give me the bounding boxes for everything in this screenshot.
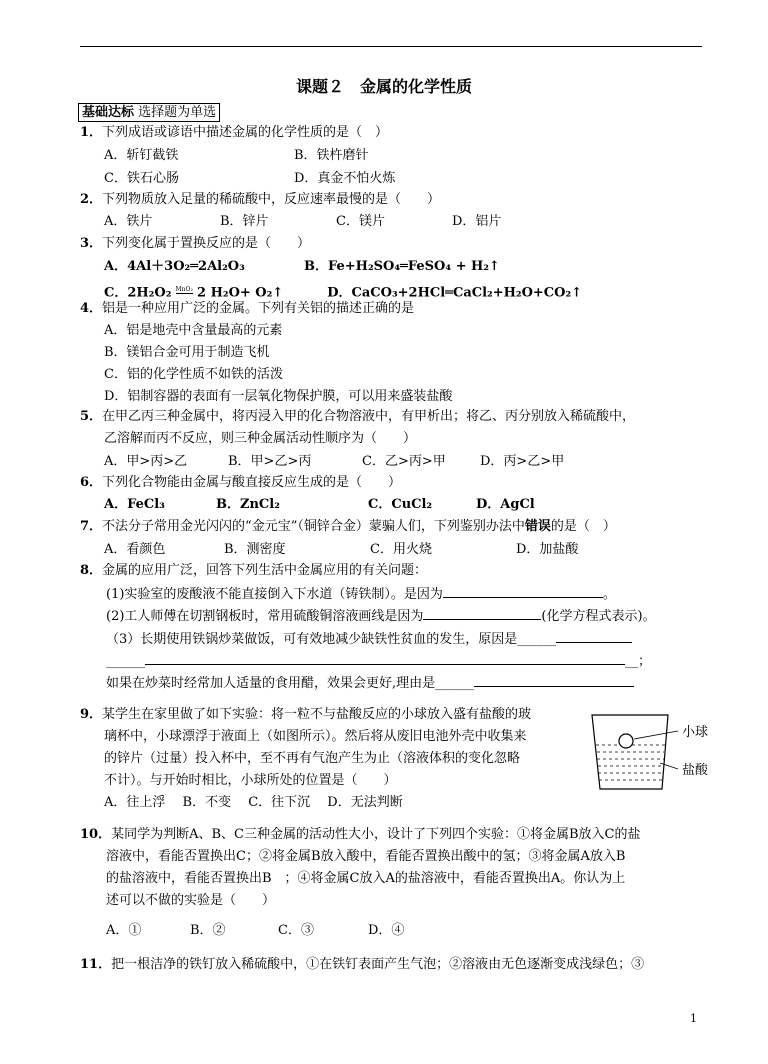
q4-option-d: D．铝制容器的表面有一层氧化物保护膜，可以用来盛装盐酸 xyxy=(104,389,453,404)
q5-stem-line1: 5．在甲乙丙三种金属中，将丙浸入甲的化合物溶液中，有甲析出；将乙、丙分别放入稀硫酸中， xyxy=(80,409,636,424)
q7-stem: 7．不法分子常用金光闪闪的“金元宝”（铜锌合金）蒙骗人们，下列鉴别办法中错误的是（ ） xyxy=(80,519,616,534)
q10-stem-line4: 述可以不做的实验是（ ） xyxy=(106,893,276,908)
q8-sub3: （3）长期使用铁锅炒菜做饭，可有效地减少缺铁性贫血的发生，原因是______ xyxy=(106,629,632,649)
q10-stem-line1: 10．某同学为判断A、B、C三种金属的活动性大小，设计了下列四个实验：①将金属B放入C的盐 xyxy=(80,827,641,842)
q8-sub4: 如果在炒菜时经常加人适量的食用醋，效果会更好,理由是______ xyxy=(106,673,634,693)
q6-options: A．FeCl₃ B．ZnCl₂ C．CuCl₂ D．AgCl xyxy=(104,497,535,512)
beaker-figure xyxy=(590,713,720,793)
q10-options: A．① B．② C．③ D．④ xyxy=(106,923,405,938)
q1-options-row1: A．斩钉截铁 B．铁杵磨针 xyxy=(104,148,369,163)
q4-option-b: B．镁铝合金可用于制造飞机 xyxy=(104,345,270,360)
beaker-icon xyxy=(592,715,668,789)
q8-stem: 8．金属的应用广泛，回答下列生活中金属应用的有关问题： xyxy=(80,563,428,578)
ball-label: 小球 xyxy=(682,725,709,740)
q8-sub1: (1)实验室的废酸液不能直接倒入下水道（铸铁制）。是因为 。 xyxy=(106,584,616,604)
q8-sub3-cont: ______ __； xyxy=(106,651,651,671)
q11-stem-line1: 11．把一根洁净的铁钉放入稀硫酸中，①在铁钉表面产生气泡；②溶液由无色逐渐变成浅绿色；③ xyxy=(80,957,645,972)
q8-blank2[interactable] xyxy=(423,606,541,620)
q8-blank4[interactable] xyxy=(474,673,634,687)
q5-stem-line2: 乙溶解而丙不反应，则三种金属活动性顺序为（ ） xyxy=(104,431,417,446)
section-name: 基础达标 xyxy=(82,105,135,120)
q3-options-row2: C．2H₂O₂ $^{MnO_2}$ 2 H₂O+ O₂↑ D．CaCO₃+2HCl═CaCl₂+H₂O+CO₂↑ xyxy=(104,285,583,301)
q4-option-a: A．铝是地壳中含量最高的元素 xyxy=(104,323,283,338)
acid-label: 盐酸 xyxy=(682,763,709,778)
q8-blank1[interactable] xyxy=(443,584,603,598)
q8-blank3-cont[interactable] xyxy=(145,651,625,665)
section-note: 选择题为单选 xyxy=(138,105,217,120)
q8-sub2: (2)工人师傅在切割钢板时，常用硫酸铜溶液画线是因为 (化学方程式表示)。 xyxy=(106,606,656,626)
q7-options: A．看颜色 B．测密度 C．用火烧 D．加盐酸 xyxy=(104,542,579,557)
q4-option-c: C．铝的化学性质不如铁的活泼 xyxy=(104,367,283,382)
ball-icon xyxy=(619,734,633,748)
q2-stem: 2．下列物质放入足量的稀硫酸中，反应速率最慢的是（ ） xyxy=(80,192,441,207)
q8-blank3[interactable] xyxy=(556,629,632,643)
header-rule xyxy=(80,46,702,47)
q9-stem-line2: 璃杯中，小球漂浮于液面上（如图所示）。然后将从废旧电池外壳中收集来 xyxy=(104,729,527,744)
q9-stem-line1: 9．某学生在家里做了如下实验：将一粒不与盐酸反应的小球放入盛有盐酸的玻 xyxy=(80,707,532,722)
q2-options: A．铁片 B．锌片 C．镁片 D．铝片 xyxy=(104,214,502,229)
q5-options: A．甲>丙>乙 B．甲>乙>丙 C．乙>丙>甲 D．丙>乙>甲 xyxy=(104,454,565,469)
page-number: 1 xyxy=(690,1012,697,1025)
q6-stem: 6．下列化合物能由金属与酸直接反应生成的是（ ） xyxy=(80,475,402,490)
section-label xyxy=(78,103,220,122)
page-title: 课题２ 金属的化学性质 xyxy=(295,77,472,96)
q1-options-row2: C．铁石心肠 D．真金不怕火炼 xyxy=(104,171,396,186)
q10-stem-line3: 的盐溶液中，看能否置换出B ；④将金属C放入A的盐溶液中，看能否置换出A。你认为上 xyxy=(106,871,626,886)
q9-options: A．往上浮 B．不变 C．往下沉 D．无法判断 xyxy=(104,795,403,810)
q9-stem-line3: 的锌片（过量）投入杯中，至不再有气泡产生为止（溶液体积的变化忽略 xyxy=(104,751,521,766)
q4-stem: 4．铝是一种应用广泛的金属。下列有关铝的描述正确的是 xyxy=(80,301,415,316)
q3-options-row1: A．4Al＋3O₂═2Al₂O₃ B．Fe+H₂SO₄═FeSO₄ + H₂↑ xyxy=(104,259,500,274)
q10-stem-line2: 溶液中，看能否置换出C；②将金属B放入酸中，看能否置换出酸中的氢；③将金属A放入B xyxy=(106,849,626,864)
q1-stem: 1．下列成语或谚语中描述金属的化学性质的是（ ） xyxy=(80,125,389,140)
q3-stem: 3．下列变化属于置换反应的是（ ） xyxy=(80,236,311,251)
q9-stem-line4: 不计）。与开始时相比，小球所处的位置是（ ） xyxy=(104,773,397,788)
